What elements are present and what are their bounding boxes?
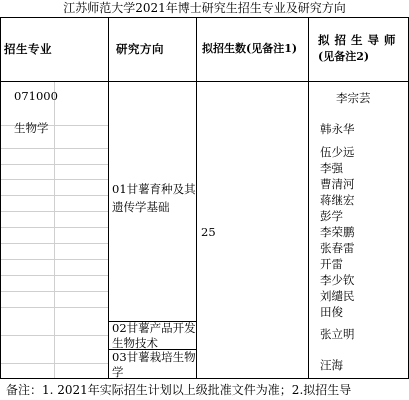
quota-value: 25 (201, 225, 216, 239)
direction-03-line1: 03甘薯栽培生物 (112, 350, 196, 364)
grid-line (54, 82, 55, 378)
header-advisors-line2: (见备注2) (318, 50, 370, 63)
header-quota: 拟招生数(见备注1) (202, 42, 298, 55)
advisor-name: 田俊 (320, 305, 343, 319)
direction-02-line1: 02甘薯产品开发 (112, 321, 196, 335)
major-code: 071000 (14, 89, 58, 103)
footnote: 备注：1. 2021年实际招生计划以上级批准文件为准；2.拟招生导 (6, 383, 352, 397)
advisor-name: 曹清河 (320, 177, 355, 191)
advisor-name: 李荣鹏 (320, 225, 355, 239)
advisor-name: 开雷 (320, 257, 343, 271)
table-border-top (0, 17, 409, 18)
direction-02-line2: 生物技术 (112, 336, 158, 350)
column-divider-2 (196, 17, 197, 379)
advisor-name: 李强 (320, 161, 343, 175)
direction-01-line1: 01甘薯育种及其 (112, 182, 196, 196)
page-title: 江苏师范大学2021年博士研究生招生专业及研究方向 (0, 0, 409, 18)
header-advisors-line1: 拟 招 生 导 师 (318, 33, 397, 47)
table-border-bottom (0, 378, 409, 379)
header-major: 招生专业 (4, 42, 52, 56)
header-direction: 研究方向 (116, 42, 164, 56)
program-table (0, 17, 409, 379)
direction-01-line2: 遗传学基础 (112, 200, 170, 214)
direction-03-line2: 学 (112, 365, 124, 379)
advisor-name: 韩永华 (320, 122, 355, 136)
advisor-name: 彭学 (320, 209, 343, 223)
header-divider (0, 81, 409, 82)
advisor-name: 汪海 (320, 358, 343, 372)
column-divider-3 (308, 17, 309, 379)
column-divider-1 (108, 17, 109, 379)
advisor-name: 刘缱民 (320, 289, 355, 303)
advisor-name: 李少钦 (320, 273, 355, 287)
advisor-name: 伍少远 (320, 145, 355, 159)
advisor-name: 张立明 (320, 327, 355, 341)
advisor-name: 李宗芸 (336, 91, 371, 105)
advisor-name: 蒋继宏 (320, 193, 355, 207)
table-border-left (0, 17, 1, 379)
major-name: 生物学 (14, 121, 49, 135)
advisor-name: 张春雷 (320, 241, 355, 255)
